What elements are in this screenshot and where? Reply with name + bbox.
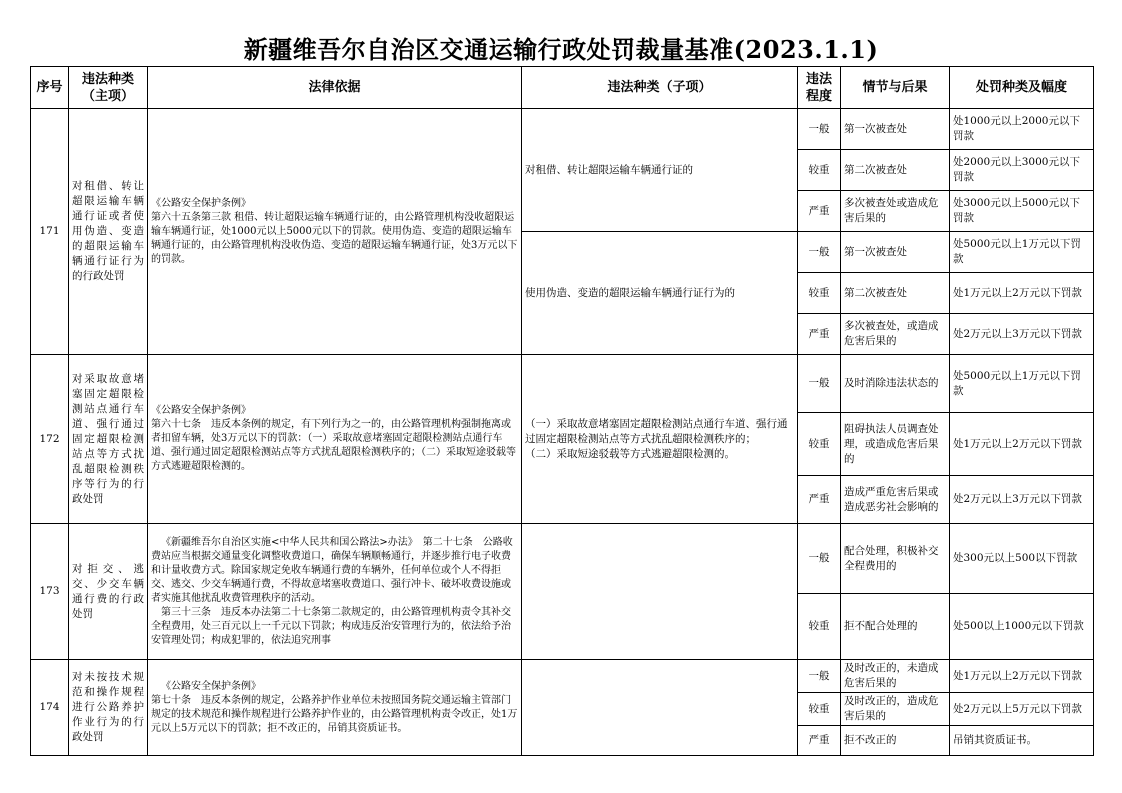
penalty-cell: 处300元以上500以下罚款 [950,524,1094,594]
circumstance-cell: 拒不配合处理的 [841,594,950,660]
circumstance-cell: 第二次被查处 [841,150,950,191]
penalty-cell: 处1万元以上2万元以下罚款 [950,660,1094,693]
record-main-type: 对租借、转让超限运输车辆通行证或者使用伪造、变造的超限运输车辆通行证行为的行政处罚 [69,109,148,355]
penalty-cell: 处2万元以上3万元以下罚款 [950,476,1094,524]
degree-cell: 一般 [798,355,841,413]
legal-basis-line: 《公路安全保护条例》 [151,405,251,416]
circumstance-cell: 第一次被查处 [841,232,950,273]
legal-basis-line: 第三十三条 违反本办法第二十七条第二款规定的，由公路管理机构责令其补交全程费用，处三百元以上一千元以下罚款；构成违反治安管理行为的，依法给予治安管理处罚；构成犯罪的，依法追究刑事 [151,606,511,646]
record-legal-basis [148,660,522,756]
record-seq: 171 [31,109,69,355]
table-row [31,355,1094,413]
record-sub-type [522,660,798,756]
penalty-cell: 处1万元以上2万元以下罚款 [950,273,1094,314]
legal-basis-line: 第六十七条 违反本条例的规定，有下列行为之一的，由公路管理机构强制拖离或者扣留车辆，处3万元以下的罚款：（一）采取故意堵塞固定超限检测站点通行车道、强行通过固定超限检测站点等方式扰乱超限检测秩序的；（二）采取短途驳载等方式逃避超限检测的。 [151,419,516,472]
record-legal-basis [148,109,522,355]
legal-basis-line: 第七十条 违反本条例的规定，公路养护作业单位未按照国务院交通运输主管部门规定的技术规范和操作规程进行公路养护作业的，由公路管理机构责令改正，处1万元以上5万元以下的罚款；拒不改正的，吊销其资质证书。 [151,694,518,734]
circumstance-cell: 及时改正的，未造成危害后果的 [841,660,950,693]
penalty-cell: 处3000元以上5000元以下罚款 [950,191,1094,232]
degree-cell: 一般 [798,524,841,594]
table-row [31,109,1094,150]
degree-cell: 较重 [798,693,841,726]
header-degree: 违法程度 [798,67,841,109]
header-row [31,67,1094,109]
record-main-type: 对未按技术规范和操作规程进行公路养护作业行为的行政处罚 [69,660,148,756]
penalty-cell: 处1万元以上2万元以下罚款 [950,413,1094,476]
header-seq: 序号 [31,67,69,109]
record-seq: 173 [31,524,69,660]
penalty-cell: 处2万元以上5万元以下罚款 [950,693,1094,726]
record-seq: 174 [31,660,69,756]
header-sub-type: 违法种类（子项） [522,67,798,109]
penalty-cell: 处1000元以上2000元以下罚款 [950,109,1094,150]
legal-basis-line: 《新疆维吾尔自治区实施<中华人民共和国公路法>办法》 第二十七条 公路收费站应当根据交通量变化调整收费道口，确保车辆顺畅通行，并逐步推行电子收费和计量收费方式。除国家规定免收车辆通行费的车辆外，任何单位或个人不得拒交、逃交、少交车辆通行费，不得故意堵塞收费道口、强行冲卡、破坏收费设施或者实施其他扰乱收费管理秩序的活动。 [151,536,513,604]
degree-cell: 较重 [798,150,841,191]
legal-basis-line: 第六十五条第三款 租借、转让超限运输车辆通行证的，由公路管理机构没收超限运输车辆通行证，处1000元以上5000元以下的罚款。使用伪造、变造的超限运输车辆通行证的，由公路管理机构没收伪造、变造的超限运输车辆通行证，处3万元以下的罚款。 [151,211,518,265]
table-row [31,660,1094,693]
page-title: 新疆维吾尔自治区交通运输行政处罚裁量基准(2023.1.1) [243,35,879,64]
penalty-cell: 处5000元以上1万元以下罚款 [950,355,1094,413]
header-main-type: 违法种类（主项） [69,67,148,109]
record-sub-type: 使用伪造、变造的超限运输车辆通行证行为的 [522,232,798,355]
circumstance-cell: 拒不改正的 [841,726,950,756]
header-legal-basis: 法律依据 [148,67,522,109]
degree-cell: 一般 [798,109,841,150]
penalty-standard-table [30,66,1094,756]
circumstance-cell: 及时消除违法状态的 [841,355,950,413]
degree-cell: 较重 [798,594,841,660]
penalty-cell: 处2万元以上3万元以下罚款 [950,314,1094,355]
degree-cell: 一般 [798,660,841,693]
degree-cell: 较重 [798,273,841,314]
circumstance-cell: 多次被查处，或造成危害后果的 [841,314,950,355]
circumstance-cell: 阻碍执法人员调查处理，或造成危害后果的 [841,413,950,476]
legal-basis-line: 《公路安全保护条例》 [161,680,261,692]
degree-cell: 严重 [798,191,841,232]
circumstance-cell: 及时改正的，造成危害后果的 [841,693,950,726]
penalty-cell: 吊销其资质证书。 [950,726,1094,756]
record-legal-basis [148,355,522,524]
circumstance-cell: 造成严重危害后果或造成恶劣社会影响的 [841,476,950,524]
record-sub-type: （一）采取故意堵塞固定超限检测站点通行车道、强行通过固定超限检测站点等方式扰乱超限检测秩序的； （二）采取短途驳载等方式逃避超限检测的。 [522,355,798,524]
record-sub-type [522,524,798,660]
penalty-cell: 处2000元以上3000元以下罚款 [950,150,1094,191]
record-main-type: 对拒交、逃交、少交车辆通行费的行政处罚 [69,524,148,660]
circumstance-cell: 多次被查处或造成危害后果的 [841,191,950,232]
circumstance-cell: 第二次被查处 [841,273,950,314]
header-circumstance: 情节与后果 [841,67,950,109]
degree-cell: 严重 [798,314,841,355]
circumstance-cell: 第一次被查处 [841,109,950,150]
degree-cell: 严重 [798,726,841,756]
record-seq: 172 [31,355,69,524]
penalty-cell: 处5000元以上1万元以下罚款 [950,232,1094,273]
record-legal-basis [148,524,522,660]
table-row [31,524,1094,594]
degree-cell: 较重 [798,413,841,476]
penalty-cell: 处500以上1000元以下罚款 [950,594,1094,660]
circumstance-cell: 配合处理，积极补交全程费用的 [841,524,950,594]
record-sub-type: 对租借、转让超限运输车辆通行证的 [522,109,798,232]
record-main-type: 对采取故意堵塞固定超限检测站点通行车道、强行通过固定超限检测站点等方式扰乱超限检测秩序等行为的行政处罚 [69,355,148,524]
degree-cell: 一般 [798,232,841,273]
degree-cell: 严重 [798,476,841,524]
legal-basis-line: 《公路安全保护条例》 [151,197,251,209]
header-penalty: 处罚种类及幅度 [950,67,1094,109]
